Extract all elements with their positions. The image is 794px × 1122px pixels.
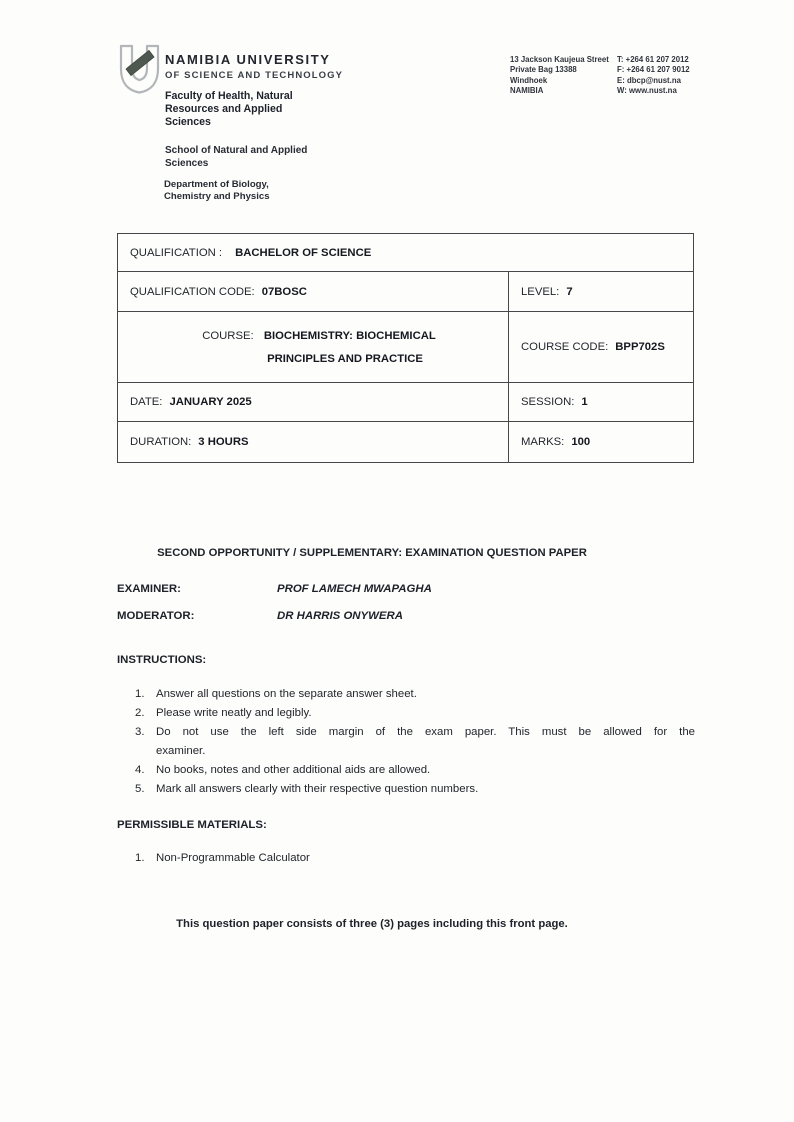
department-name: Department of Biology, Chemistry and Physics [164,179,270,202]
examiner-label: EXAMINER: [117,583,181,595]
item-text: No books, notes and other additional aids are allowed. [156,764,431,776]
date-value: JANUARY 2025 [169,396,252,408]
table-row-qualification [118,234,693,271]
exam-info-table [117,233,694,463]
instructions-list [135,685,695,799]
university-tagline: OF SCIENCE AND TECHNOLOGY [165,70,344,81]
item-text: Please write neatly and legibly. [156,707,312,719]
duration-cell [118,422,509,462]
item-number: 3. [135,726,145,738]
duration-value: 3 HOURS [198,436,249,448]
instruction-item [135,761,695,780]
faculty-name: Faculty of Health, Natural Resources and Applied Sciences [165,90,293,128]
session-cell [509,383,693,421]
page-count-note: This question paper consists of three (3) pages including this front page. [176,918,568,930]
address-line: 13 Jackson Kaujeua Street [510,55,609,64]
instruction-item [135,723,695,761]
material-item [135,849,695,868]
item-text-line2: examiner. [156,745,206,757]
course-value-line2: PRINCIPLES AND PRACTICE [267,352,423,365]
course-label: COURSE: [202,329,254,342]
contact-line: W: www.nust.na [617,86,677,96]
address-line: Windhoek [510,75,548,85]
university-name: NAMIBIA UNIVERSITY [165,52,331,67]
materials-list [135,849,695,868]
contact-line: F: +264 61 207 9012 [617,65,690,75]
date-label: DATE: [130,396,163,408]
marks-label: MARKS: [521,436,565,448]
level-cell [509,272,693,311]
item-text: Answer all questions on the separate answer sheet. [156,688,417,700]
contact-line: T: +264 61 207 2012 [617,55,689,64]
nust-logo-icon [116,44,163,95]
marks-value: 100 [571,436,591,448]
moderator-name: DR HARRIS ONYWERA [277,610,403,622]
session-label: SESSION: [521,396,575,408]
campus-address [510,55,609,97]
session-value: 1 [581,396,588,408]
contact-details [617,55,690,97]
table-row-code-level [118,271,693,311]
level-value: 7 [566,285,573,298]
course-code-value: BPP702S [615,341,665,353]
qualification-code-cell [118,272,509,311]
moderator-label: MODERATOR: [117,610,195,622]
instruction-item [135,704,695,723]
address-line: Private Bag 13388 [510,65,577,75]
item-number: 5. [135,783,145,795]
item-text-line1: Do not use the left side margin of the exam paper. This must be allowed for the [156,726,695,738]
item-text: Mark all answers clearly with their respective question numbers. [156,783,479,795]
item-number: 2. [135,707,145,719]
examiner-name: PROF LAMECH MWAPAGHA [277,583,432,595]
item-number: 1. [135,852,145,864]
exam-title: SECOND OPPORTUNITY / SUPPLEMENTARY: EXAMINATION QUESTION PAPER [157,547,587,559]
course-code-cell [509,312,693,382]
table-row-course [118,311,693,382]
item-number: 1. [135,688,145,700]
qualification-label: QUALIFICATION : [130,246,223,259]
instruction-item [135,780,695,799]
table-row-date-session [118,382,693,421]
course-cell [118,312,509,382]
course-value-line1: BIOCHEMISTRY: BIOCHEMICAL [263,329,436,342]
marks-cell [509,422,693,462]
university-name-block [165,52,343,81]
item-text: Non-Programmable Calculator [156,852,310,864]
duration-label: DURATION: [130,436,192,448]
address-line: NAMIBIA [510,86,544,96]
contact-line: E: dbcp@nust.na [617,75,681,85]
instruction-item [135,685,695,704]
qualification-value: BACHELOR OF SCIENCE [235,246,372,259]
item-number: 4. [135,764,145,776]
materials-heading: PERMISSIBLE MATERIALS: [117,819,267,831]
item-text [156,723,695,761]
instructions-heading: INSTRUCTIONS: [117,654,207,666]
level-label: LEVEL: [521,285,560,298]
date-cell [118,383,509,421]
qualification-code-value: 07BOSC [261,285,307,298]
qualification-cell [118,234,693,271]
qualification-code-label: QUALIFICATION CODE: [130,285,255,298]
course-code-label: COURSE CODE: [521,341,609,353]
school-name: School of Natural and Applied Sciences [165,145,308,169]
table-row-duration-marks [118,421,693,462]
